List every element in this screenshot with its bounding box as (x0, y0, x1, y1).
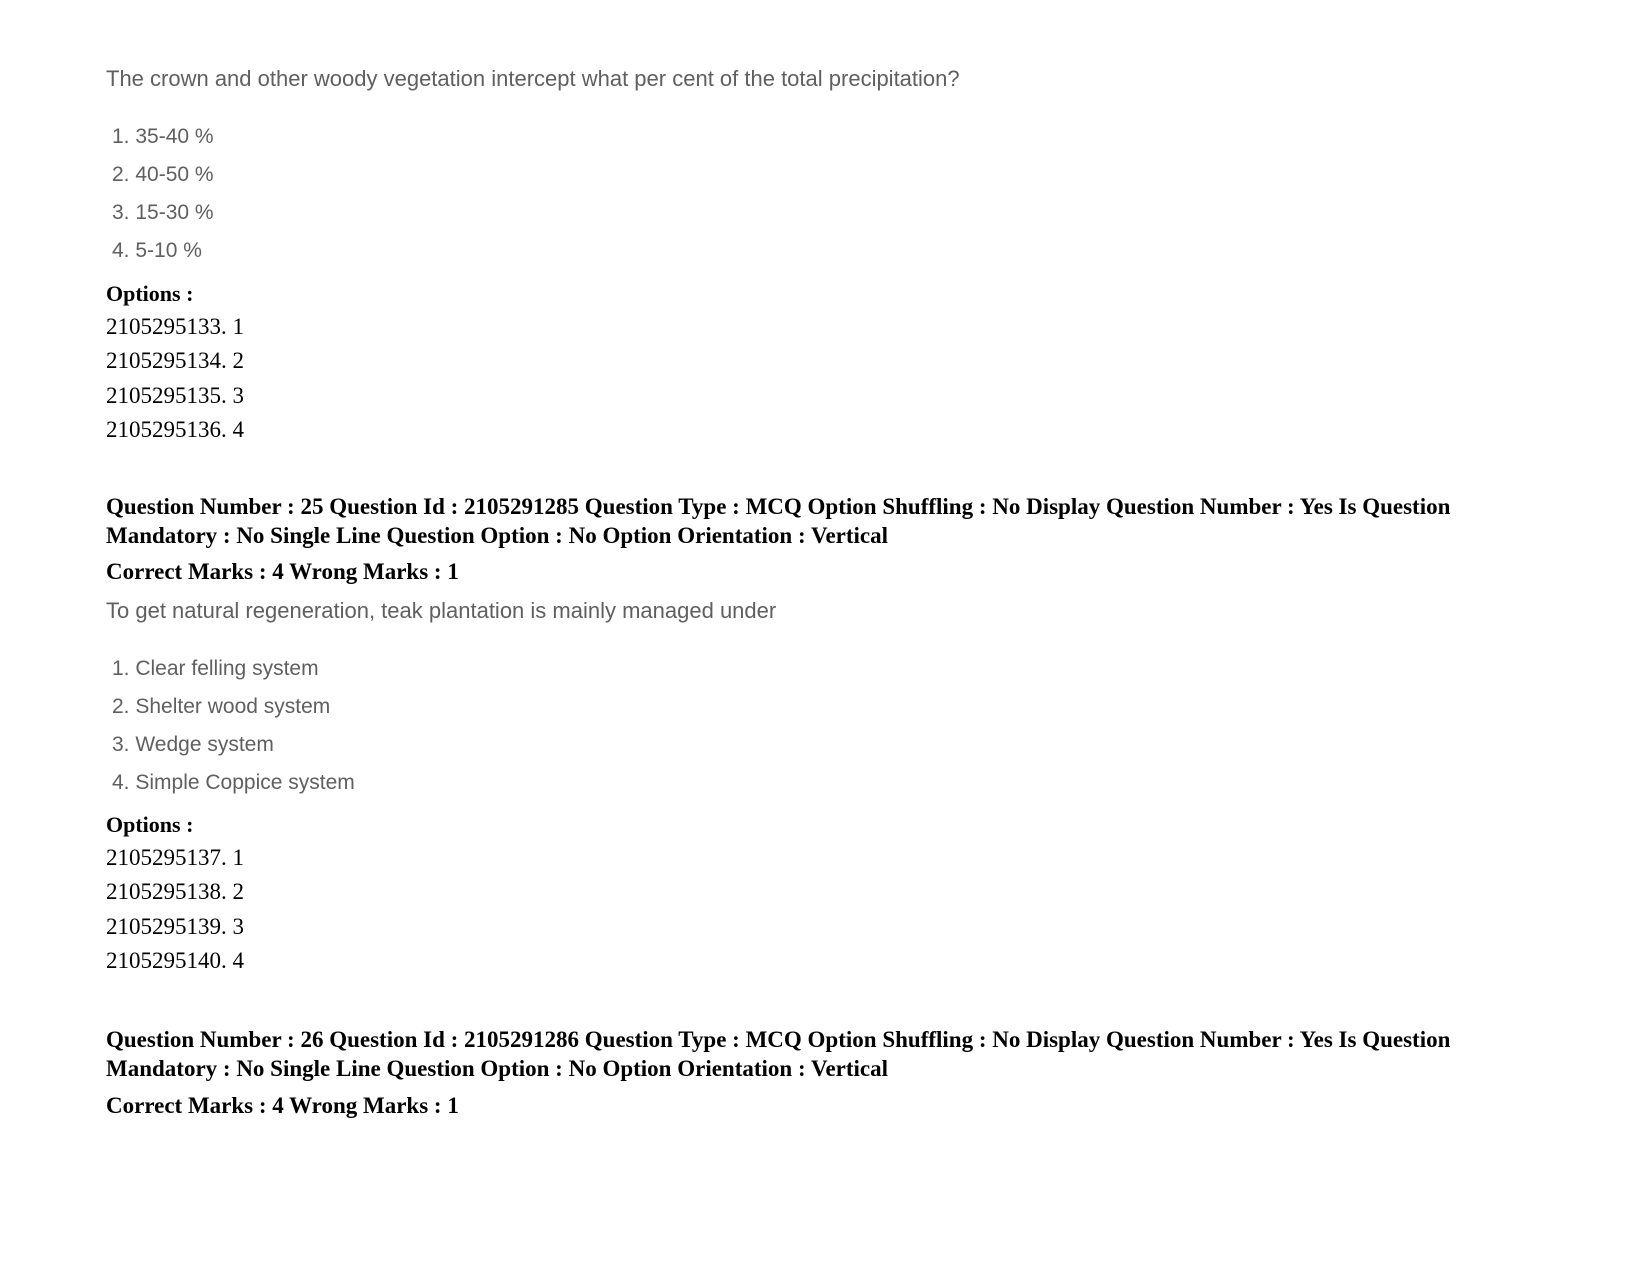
question-25-text: To get natural regeneration, teak plantation is mainly managed under (106, 598, 777, 623)
choice-item: 4. Simple Coppice system (112, 771, 355, 794)
question-24-text: The crown and other woody vegetation intercept what per cent of the total precipitation? (106, 66, 960, 91)
question-26-marks: Correct Marks : 4 Wrong Marks : 1 (106, 1093, 459, 1118)
option-item: 2105295140. 4 (106, 947, 244, 973)
choice-item: 4. 5-10 % (112, 239, 202, 262)
question-24-options (106, 313, 244, 450)
option-item: 2105295138. 2 (106, 879, 244, 905)
option-item: 2105295133. 1 (106, 314, 244, 339)
question-24-choices (112, 123, 214, 275)
choice-item: 2. Shelter wood system (112, 695, 331, 718)
question-26-meta: Question Number : 26 Question Id : 2105291286 Question Type : MCQ Option Shuffling : No Display Question Number : Yes Is Question Mandatory : No Single Line Question Option : No Option Orientation : Vertical (106, 1027, 1451, 1081)
question-25-marks: Correct Marks : 4 Wrong Marks : 1 (106, 559, 459, 584)
options-heading: Options : (106, 281, 194, 306)
question-25-choices (112, 655, 355, 807)
choice-item: 3. Wedge system (112, 733, 274, 756)
option-item: 2105295139. 3 (106, 913, 244, 939)
question-25-options (106, 844, 244, 981)
choice-item: 1. 35-40 % (112, 125, 214, 148)
option-item: 2105295135. 3 (106, 382, 244, 408)
options-heading: Options : (106, 812, 194, 837)
choice-item: 2. 40-50 % (112, 163, 214, 186)
option-item: 2105295136. 4 (106, 416, 244, 442)
option-item: 2105295137. 1 (106, 845, 244, 870)
question-25-meta: Question Number : 25 Question Id : 2105291285 Question Type : MCQ Option Shuffling : No Display Question Number : Yes Is Question Mandatory : No Single Line Question Option : No Option Orientation : Vertical (106, 494, 1451, 548)
option-item: 2105295134. 2 (106, 348, 244, 374)
choice-item: 1. Clear felling system (112, 657, 319, 680)
choice-item: 3. 15-30 % (112, 201, 214, 224)
